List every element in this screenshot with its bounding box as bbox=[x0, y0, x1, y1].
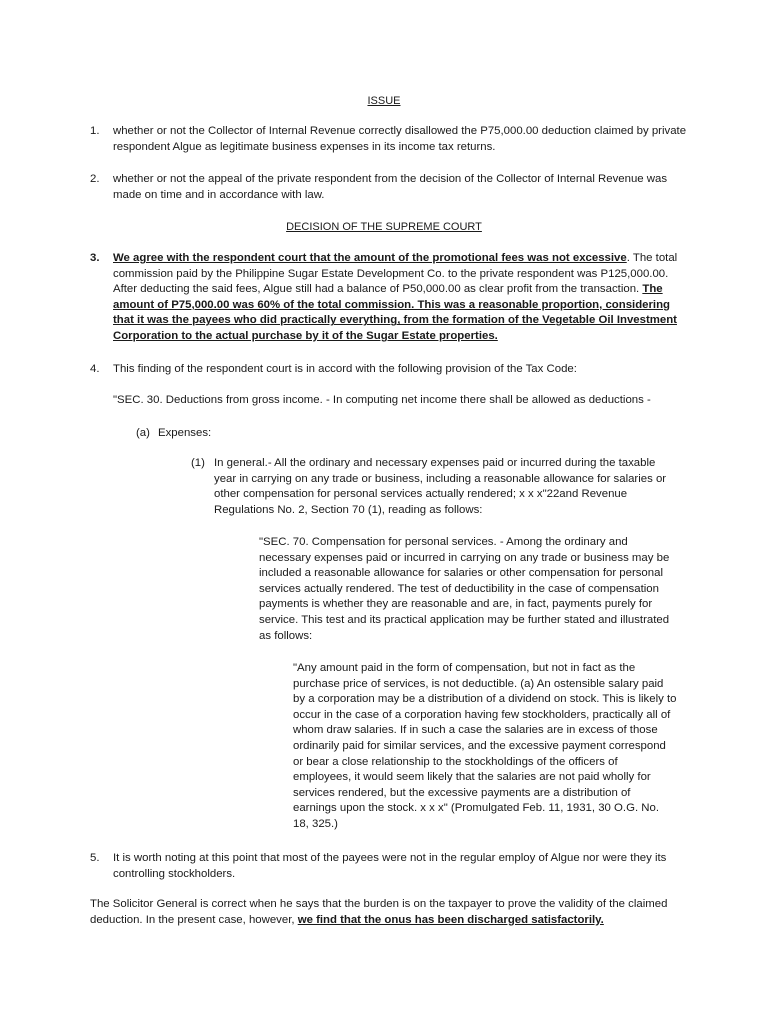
closing-text: The Solicitor General is correct when he says that the burden is on the taxpayer to prove the validity of the claimed deduction. In the present case, however, bbox=[90, 898, 668, 926]
holding-text: We agree with the respondent court that the amount of the promotional fees was not excessive bbox=[113, 252, 627, 264]
item-number: 3. bbox=[90, 252, 100, 264]
sec-70-quote: "SEC. 70. Compensation for personal services. - Among the ordinary and necessary expenses paid or incurred in carrying on any trade or business may be included a reasonable allowance for salaries or other compensation for personal services actually rendered. The test of deductibility in the case of compensation payments is whether they are reasonable and are, in fact, payments purely for service. This test and its practical application may be further stated and illustrated as follows: bbox=[259, 536, 670, 642]
item-text: It is worth noting at this point that most of the payees were not in the regular employ of Algue nor were they its controlling stockholders. bbox=[113, 852, 667, 880]
item-text: This finding of the respondent court is in accord with the following provision of the Tax Code: bbox=[113, 363, 577, 375]
proportion-holding-text: The amount of P75,000.00 was 60% of the total commission. This was a reasonable proportion, considering that it was the payees who did practically everything, from the formation of the Vegetable Oil Investment Corporation to the actual purchase by it of the Sugar Estate properties. bbox=[113, 283, 677, 342]
item-number: 4. bbox=[90, 363, 100, 375]
compensation-quote: "Any amount paid in the form of compensation, but not in fact as the purchase price of services, is not deductible. (a) An ostensible salary paid by a corporation may be a distribution of a dividend on stock. This is likely to occur in the case of a corporation having few stockholders, practically all of whom draw salaries. If in such a case the salaries are in excess of those ordinarily paid for similar services, and the excessive payment correspond or bear a close relationship to the stockholdings of the officers of employees, it would seem likely that the salaries are not paid wholly for services rendered, but the excessive payments are a distribution of earnings upon the stock. x x x" (Promulgated Feb. 11, 1931, 30 O.G. No. 18, 325.) bbox=[293, 662, 677, 830]
issue-heading: ISSUE bbox=[367, 95, 401, 107]
item-number: (a) bbox=[136, 427, 150, 439]
item-text: In general.- All the ordinary and necessary expenses paid or incurred during the taxable year in carrying on any trade or business, including a reasonable allowance for salaries or other compensation for personal services actually rendered; x x x"22and Revenue Regulations No. 2, Section 70 (1), reading as follows: bbox=[214, 457, 667, 516]
item-text: Expenses: bbox=[158, 427, 212, 439]
item-text bbox=[113, 251, 683, 345]
commission-text: . The total commission paid by the Philippine Sugar Estate Development Co. to the private respondent was P125,000.00. After deducting the said fees, Algue still had a balance of P50,000.00 as clear profit from the transaction. bbox=[113, 252, 678, 296]
item-number: 1. bbox=[90, 125, 100, 137]
item-text: whether or not the Collector of Internal Revenue correctly disallowed the P75,000.00 deduction claimed by private respondent Algue as legitimate business expenses in its income tax returns. bbox=[113, 125, 687, 153]
item-number: 2. bbox=[90, 173, 100, 185]
decision-heading: DECISION OF THE SUPREME COURT bbox=[286, 221, 482, 233]
item-text: whether or not the appeal of the private respondent from the decision of the Collector of Internal Revenue was made on time and in accordance with law. bbox=[113, 173, 668, 201]
closing-paragraph bbox=[90, 897, 688, 928]
sec-30-quote: "SEC. 30. Deductions from gross income. - In computing net income there shall be allowed as deductions - bbox=[113, 394, 651, 406]
closing-holding-text: we find that the onus has been discharged satisfactorily. bbox=[297, 913, 604, 926]
item-number: 5. bbox=[90, 852, 100, 864]
item-number: (1) bbox=[191, 457, 205, 469]
